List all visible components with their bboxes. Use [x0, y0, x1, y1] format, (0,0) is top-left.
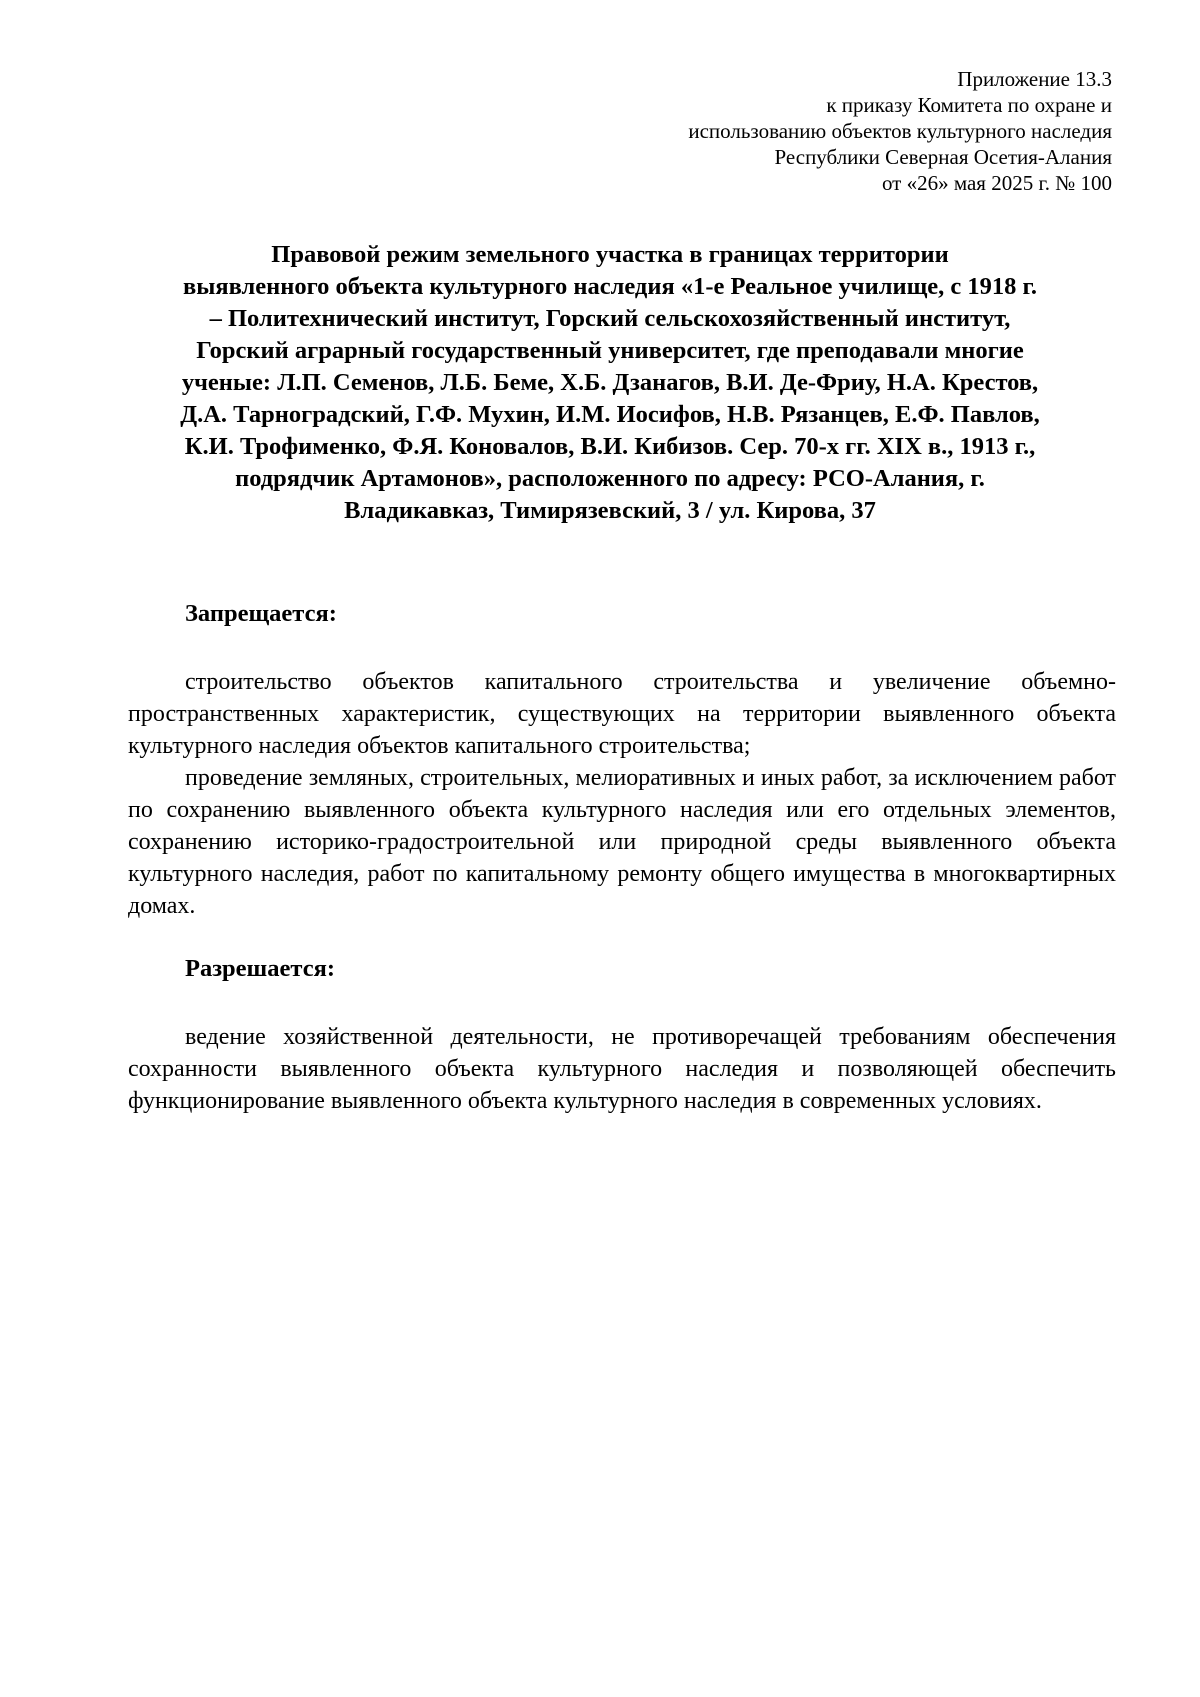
- document-title: [110, 239, 1110, 527]
- title-line: подрядчик Артамонов», расположенного по адресу: РСО-Алания, г.: [235, 465, 985, 492]
- appendix-header: [512, 66, 1112, 196]
- title-line: Правовой режим земельного участка в границах территории: [271, 241, 949, 268]
- prohibited-paragraph: проведение земляных, строительных, мелиоративных и иных работ, за исключением работ по сохранению выявленного объекта культурного наследия или его отдельных элементов, сохранению историко-градостроительной или природной среды выявленного объекта культурного наследия, работ по капитальному ремонту общего имущества в многоквартирных домах.: [128, 765, 1116, 919]
- title-line: ученые: Л.П. Семенов, Л.Б. Беме, Х.Б. Дзанагов, В.И. Де-Фриу, Н.А. Крестов,: [181, 369, 1039, 396]
- appendix-date-number: от «26» мая 2025 г. № 100: [881, 171, 1112, 195]
- allowed-heading: Разрешается:: [185, 955, 335, 982]
- appendix-number: Приложение 13.3: [957, 67, 1112, 91]
- appendix-committee: использованию объектов культурного наследия: [688, 119, 1112, 143]
- appendix-republic: Республики Северная Осетия-Алания: [774, 145, 1112, 169]
- allowed-paragraph: ведение хозяйственной деятельности, не противоречащей требованиям обеспечения сохранности выявленного объекта культурного наследия и позволяющей обеспечить функционирование выявленного объекта культурного наследия в современных условиях.: [128, 1024, 1116, 1114]
- prohibited-paragraph: строительство объектов капитального строительства и увеличение объемно-пространственных характеристик, существующих на территории выявленного объекта культурного наследия объектов капитального строительства;: [128, 669, 1116, 759]
- appendix-order-ref: к приказу Комитета по охране и: [826, 93, 1112, 117]
- title-line: выявленного объекта культурного наследия «1-е Реальное училище, с 1918 г.: [182, 273, 1037, 300]
- title-line: К.И. Трофименко, Ф.Я. Коновалов, В.И. Кибизов. Сер. 70-х гг. XIX в., 1913 г.,: [184, 433, 1036, 460]
- prohibited-heading: Запрещается:: [185, 600, 337, 627]
- title-line: Д.А. Тарноградский, Г.Ф. Мухин, И.М. Иосифов, Н.В. Рязанцев, Е.Ф. Павлов,: [180, 401, 1040, 428]
- title-line: Владикавказ, Тимирязевский, 3 / ул. Кирова, 37: [344, 497, 876, 524]
- title-line: – Политехнический институт, Горский сельскохозяйственный институт,: [209, 305, 1011, 332]
- title-line: Горский аграрный государственный университет, где преподавали многие: [196, 337, 1024, 364]
